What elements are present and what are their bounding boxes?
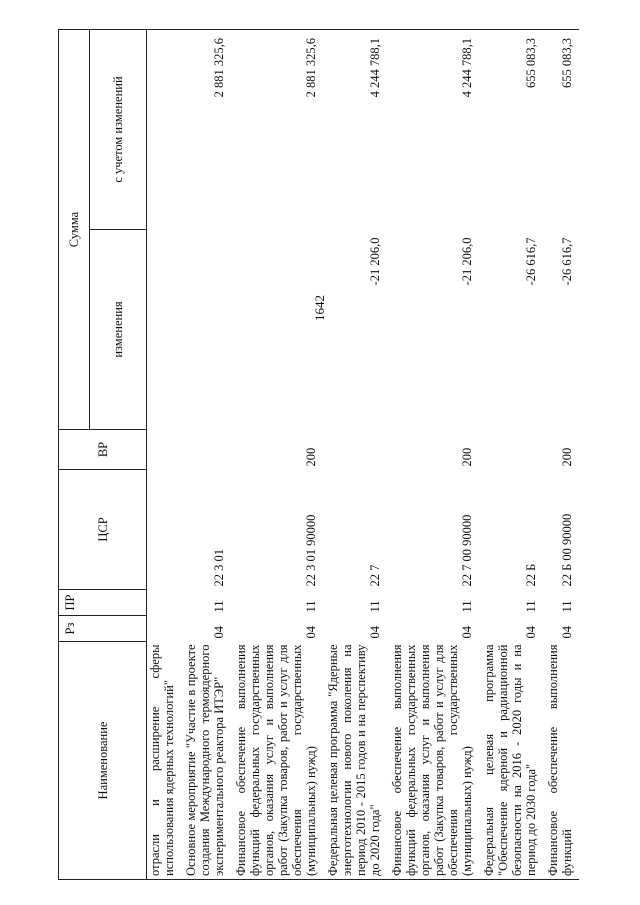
budget-table	[58, 29, 579, 880]
table-row	[543, 30, 579, 880]
header-name: Наименование	[59, 642, 147, 880]
row-change: -26 616,7	[524, 237, 538, 286]
table-row	[181, 30, 231, 880]
row-pr: 11	[460, 600, 474, 613]
row-change: -21 206,0	[368, 237, 382, 286]
row-change	[181, 230, 231, 430]
row-pr: 11	[212, 600, 226, 613]
row-vr	[323, 430, 387, 470]
row-csr: 22 Б 00 90000	[560, 513, 574, 587]
row-vr: 200	[304, 447, 318, 467]
header-pr: ПР	[59, 590, 147, 616]
row-change: -26 616,7	[560, 237, 574, 286]
row-vr: 200	[460, 447, 474, 467]
row-rz: 04	[460, 626, 474, 639]
row-rz: 04	[212, 626, 226, 639]
row-total: 4 244 788,1	[323, 30, 387, 230]
row-total: 655 083,3	[543, 30, 579, 230]
row-pr: 11	[368, 600, 382, 613]
row-change: -21 206,0	[460, 237, 474, 286]
row-pr	[147, 590, 182, 616]
row-rz: 04	[368, 626, 382, 639]
row-csr: 22 3 01 90000	[304, 514, 318, 587]
row-csr: 22 7 00 90000	[460, 514, 474, 587]
table-row	[147, 30, 182, 880]
row-vr	[147, 430, 182, 470]
page-number: 1642	[312, 295, 327, 321]
row-name: Основное мероприятие "Участие в проекте создания Международного термоядерного экспериментального реактора ИТЭР"	[181, 642, 231, 880]
row-rz	[147, 616, 182, 642]
table-row	[323, 30, 387, 880]
header-sum: Сумма	[59, 30, 90, 430]
row-change	[231, 230, 323, 430]
header-vr: ВР	[59, 430, 147, 470]
row-total: 4 244 788,1	[387, 30, 479, 230]
header-rz: Рз	[59, 616, 147, 642]
row-csr	[147, 470, 182, 590]
table-row	[231, 30, 323, 880]
row-vr: 200	[560, 447, 574, 467]
row-rz: 04	[560, 626, 574, 639]
row-csr: 22 3 01	[212, 549, 226, 587]
row-total: 655 083,3	[479, 30, 543, 230]
row-pr: 11	[560, 600, 574, 613]
table-body	[147, 30, 580, 880]
row-total	[147, 30, 182, 230]
row-pr: 11	[524, 600, 538, 613]
row-name: отрасли и расширение сферы использования ядерных технологий"	[147, 642, 182, 880]
row-name: Федеральная целевая программа "Ядерные энерготехнологии нового поколения на период 2010 - 2015 годов и на перспективу до 2020 года"	[323, 642, 387, 880]
table-row	[387, 30, 479, 880]
table-row	[479, 30, 543, 880]
budget-table-page	[58, 30, 574, 880]
row-total: 2 881 325,6	[181, 30, 231, 230]
header-csr: ЦСР	[59, 470, 147, 590]
row-rz: 04	[304, 626, 318, 639]
row-pr: 11	[304, 600, 318, 613]
row-name: Федеральная целевая программа "Обеспечение ядерной и радиационной безопасности на 2016 - 2020 годы и на период до 2030 года"	[479, 642, 543, 880]
row-name: Финансовое обеспечение выполнения функций	[543, 642, 579, 880]
row-change	[147, 230, 182, 430]
row-vr	[181, 430, 231, 470]
row-csr: 22 Б	[524, 563, 538, 587]
table-header	[59, 30, 147, 880]
row-vr	[479, 430, 543, 470]
row-name: Финансовое обеспечение выполнения функций федеральных государственных органов, оказания услуг и выполнения работ (Закупка товаров, работ и услуг для обеспечения государственных (муниципальных) нужд)	[387, 642, 479, 880]
row-total: 2 881 325,6	[231, 30, 323, 230]
row-rz: 04	[524, 626, 538, 639]
header-with-changes: с учетом изменений	[90, 30, 147, 230]
row-csr: 22 7	[368, 564, 382, 587]
header-change: изменения	[90, 230, 147, 430]
row-name: Финансовое обеспечение выполнения функций федеральных государственных органов, оказания услуг и выполнения работ (Закупка товаров, работ и услуг для обеспечения государственных (муниципальных) нужд)	[231, 642, 323, 880]
